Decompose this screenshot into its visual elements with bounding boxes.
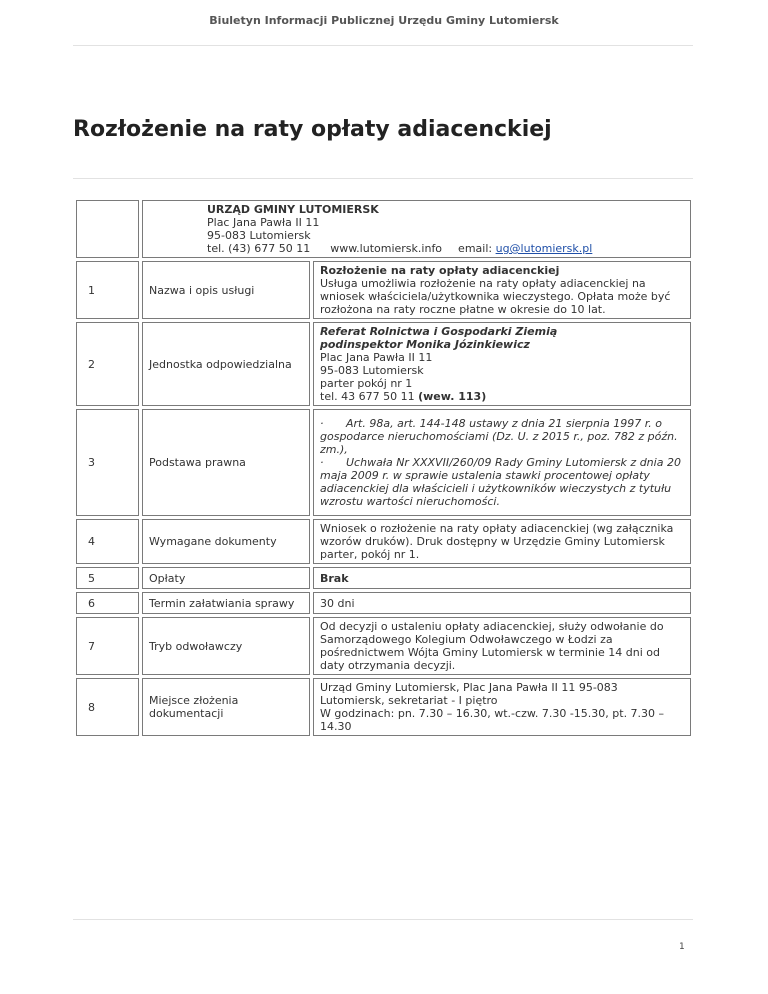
- header-divider: [73, 45, 693, 46]
- row-label: Miejsce złożenia dokumentacji: [142, 678, 310, 736]
- service-card-table: [73, 197, 694, 739]
- table-row: [76, 678, 691, 736]
- unit-phone-extension: (wew. 113): [418, 390, 487, 403]
- required-documents: Wniosek o rozłożenie na raty opłaty adiacenckiej (wg załącznika wzorów druków). Druk dostępny w Urzędzie Gminy Lutomiersk parter, pokój nr 1.: [313, 519, 691, 564]
- fees-value: Brak: [313, 567, 691, 589]
- table-row: [76, 567, 691, 589]
- table-row: [76, 519, 691, 564]
- legal-basis-text: Uchwała Nr XXXVII/260/09 Rady Gminy Lutomiersk z dnia 20 maja 2009 r. w sprawie ustalenia stawki procentowej opłaty adiacenckiej dla właścicieli i użytkowników wieczystych z tytułu wzrostu wartości nieruchomości.: [320, 456, 681, 508]
- office-website: www.lutomiersk.info: [330, 242, 443, 255]
- row-label: Opłaty: [142, 567, 310, 589]
- row-number: 6: [76, 592, 139, 614]
- responsible-person: podinspektor Monika Józinkiewicz: [320, 338, 530, 351]
- office-email-link[interactable]: ug@lutomiersk.pl: [495, 242, 593, 255]
- processing-time: 30 dni: [313, 592, 691, 614]
- unit-phone-line: [320, 390, 684, 403]
- submission-place: Urząd Gminy Lutomiersk, Plac Jana Pawła II 11 95-083 Lutomiersk, sekretariat - I piętro: [320, 681, 618, 707]
- unit-street: Plac Jana Pawła II 11: [320, 351, 433, 364]
- row-content: [313, 409, 691, 516]
- empty-cell: [76, 200, 139, 258]
- row-label: Jednostka odpowiedzialna: [142, 322, 310, 406]
- row-label: Podstawa prawna: [142, 409, 310, 516]
- title-divider: [73, 178, 693, 179]
- row-content: [313, 678, 691, 736]
- office-email-label: email:: [458, 242, 496, 255]
- legal-basis-item: [320, 417, 684, 456]
- row-number: 3: [76, 409, 139, 516]
- row-number: 2: [76, 322, 139, 406]
- table-row: [76, 617, 691, 675]
- office-hours: W godzinach: pn. 7.30 – 16.30, wt.-czw. 7.30 -15.30, pt. 7.30 – 14.30: [320, 707, 665, 733]
- unit-room: parter pokój nr 1: [320, 377, 413, 390]
- footer-divider: [73, 919, 693, 920]
- office-contact-line: [207, 242, 684, 255]
- row-content: [313, 261, 691, 319]
- bullet: ·: [320, 417, 324, 430]
- row-label: Wymagane dokumenty: [142, 519, 310, 564]
- office-name: URZĄD GMINY LUTOMIERSK: [207, 203, 379, 216]
- page-title: Rozłożenie na raty opłaty adiacenckiej: [73, 117, 552, 142]
- table-row: [76, 261, 691, 319]
- service-description: Usługa umożliwia rozłożenie na raty opłaty adiacenckiej na wniosek właściciela/użytkownika wieczystego. Opłata może być rozłożona na raty roczne płatne w okresie do 10 lat.: [320, 277, 671, 316]
- page-number: 1: [679, 942, 685, 952]
- row-label: Termin załatwiania sprawy: [142, 592, 310, 614]
- office-city: 95-083 Lutomiersk: [207, 229, 311, 242]
- legal-basis-text: Art. 98a, art. 144-148 ustawy z dnia 21 sierpnia 1997 r. o gospodarce nieruchomościami (Dz. U. z 2015 r., poz. 782 z późn. zm.),: [320, 417, 678, 456]
- appeal-procedure: Od decyzji o ustaleniu opłaty adiacenckiej, służy odwołanie do Samorządowego Kolegium Odwoławczego w Łodzi za pośrednictwem Wójta Gminy Lutomiersk w terminie 14 dni od daty otrzymania decyzji.: [313, 617, 691, 675]
- row-number: 7: [76, 617, 139, 675]
- bullet: ·: [320, 456, 324, 469]
- document-header: Biuletyn Informacji Publicznej Urzędu Gminy Lutomiersk: [209, 14, 559, 27]
- row-content: [313, 322, 691, 406]
- row-label: Tryb odwoławczy: [142, 617, 310, 675]
- service-name: Rozłożenie na raty opłaty adiacenckiej: [320, 264, 560, 277]
- row-number: 5: [76, 567, 139, 589]
- office-contact-cell: [142, 200, 691, 258]
- row-label: Nazwa i opis usługi: [142, 261, 310, 319]
- table-row: [76, 409, 691, 516]
- responsible-unit: Referat Rolnictwa i Gospodarki Ziemią: [320, 325, 558, 338]
- row-number: 1: [76, 261, 139, 319]
- office-phone: tel. (43) 677 50 11: [207, 242, 311, 255]
- unit-phone: tel. 43 677 50 11: [320, 390, 419, 403]
- table-row: [76, 592, 691, 614]
- table-row: [76, 200, 691, 258]
- unit-city: 95-083 Lutomiersk: [320, 364, 424, 377]
- office-street: Plac Jana Pawła II 11: [207, 216, 320, 229]
- table-row: [76, 322, 691, 406]
- row-number: 4: [76, 519, 139, 564]
- row-number: 8: [76, 678, 139, 736]
- legal-basis-item: [320, 456, 684, 508]
